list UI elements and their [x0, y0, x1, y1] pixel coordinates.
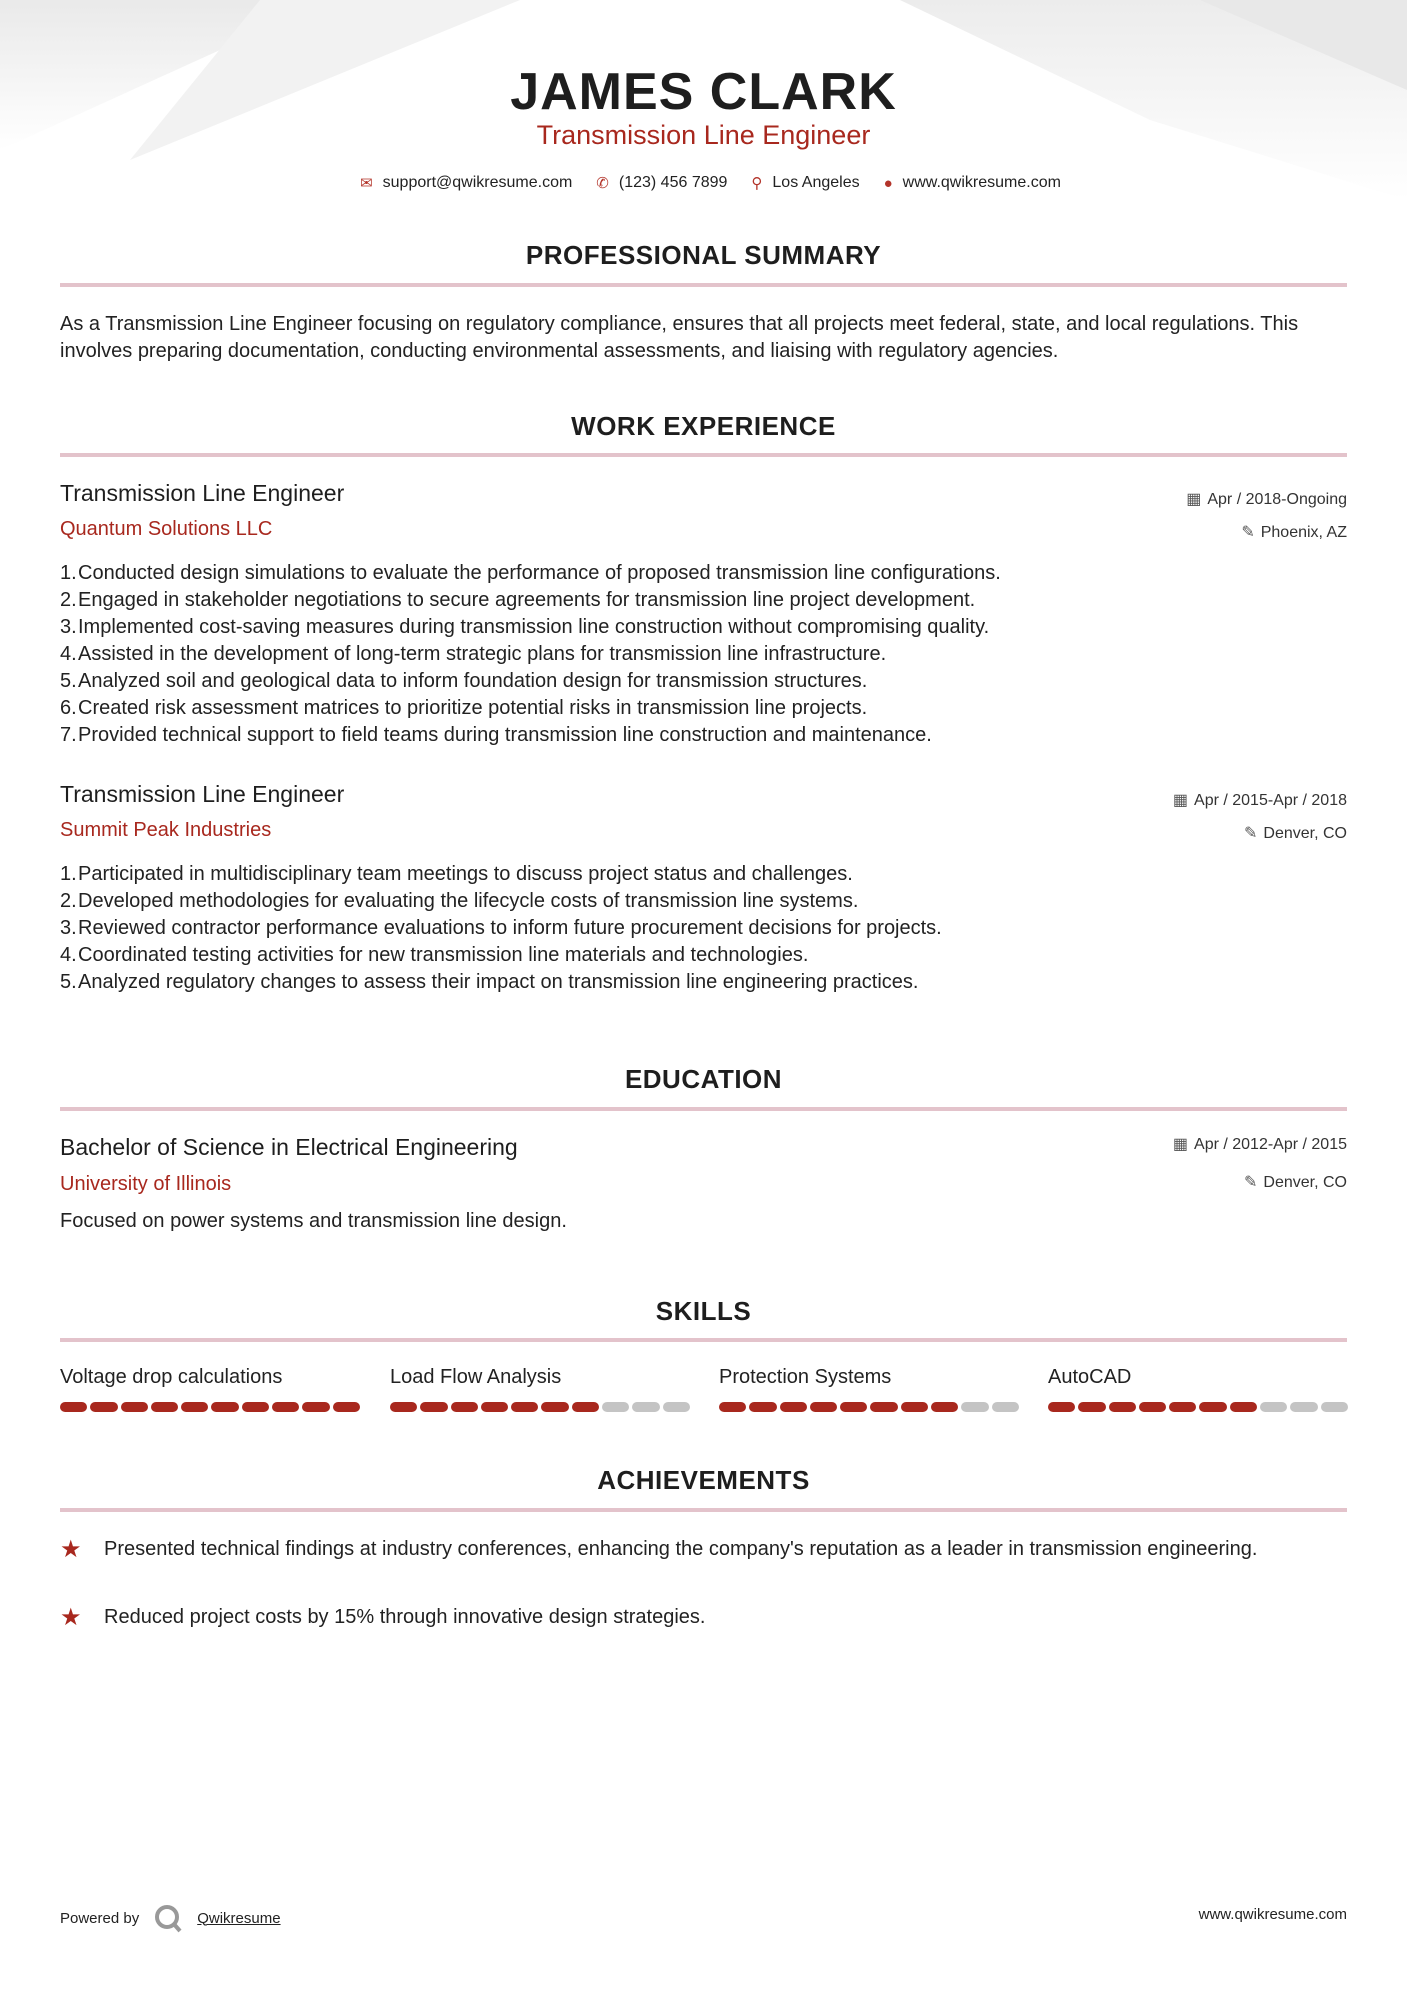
duty-text: Coordinated testing activities for new transmission line materials and technologies.: [78, 944, 809, 966]
skill-level-meter: [60, 1402, 360, 1412]
skill-level-segment: [961, 1402, 988, 1412]
email-icon: ✉: [360, 175, 373, 192]
skill-level-segment: [333, 1402, 360, 1412]
school: University of Illinois: [60, 1173, 232, 1195]
location-text: Denver, CO: [1263, 1174, 1347, 1191]
skill-level-segment: [481, 1402, 508, 1412]
skill-item: [60, 1366, 360, 1412]
skill-level-segment: [151, 1402, 178, 1412]
skill-item: [1048, 1366, 1348, 1412]
skill-level-segment: [1048, 1402, 1075, 1412]
skill-level-segment: [272, 1402, 299, 1412]
item-number: 3.: [60, 917, 77, 939]
item-number: 1.: [60, 863, 77, 885]
item-number: 2.: [60, 890, 77, 912]
skill-level-segment: [870, 1402, 897, 1412]
powered-by-label: Powered by: [60, 1909, 140, 1927]
education-date: [1173, 1134, 1347, 1154]
job-duties-list: [60, 861, 1347, 996]
company: Summit Peak Industries: [60, 819, 272, 841]
education-location: [1244, 1172, 1347, 1192]
candidate-title: Transmission Line Engineer: [536, 120, 871, 150]
item-number: 1.: [60, 562, 77, 584]
skill-name: AutoCAD: [1048, 1366, 1132, 1388]
job-title: Transmission Line Engineer: [60, 781, 345, 807]
divider: [60, 453, 1347, 457]
duty-item: [60, 614, 1347, 641]
skill-level-segment: [211, 1402, 238, 1412]
skill-level-segment: [901, 1402, 928, 1412]
skill-level-segment: [90, 1402, 117, 1412]
date-text: Apr / 2012-Apr / 2015: [1194, 1136, 1347, 1153]
skill-level-segment: [1321, 1402, 1348, 1412]
email[interactable]: support@qwikresume.com: [382, 174, 573, 191]
duty-text: Engaged in stakeholder negotiations to secure agreements for transmission line project development.: [78, 589, 976, 611]
duty-item: [60, 587, 1347, 614]
skill-level-segment: [242, 1402, 269, 1412]
duty-item: [60, 942, 1347, 969]
job-duties-list: [60, 560, 1347, 749]
achievement-text: Presented technical findings at industry conferences, enhancing the company's reputation as a leader in transmission engineering.: [104, 1538, 1258, 1560]
duty-text: Developed methodologies for evaluating the lifecycle costs of transmission line systems.: [78, 890, 859, 912]
skill-level-segment: [602, 1402, 629, 1412]
pin-icon: ✎: [1244, 1174, 1258, 1191]
duty-text: Reviewed contractor performance evaluations to inform future procurement decisions for projects.: [78, 917, 942, 939]
summary-text: As a Transmission Line Engineer focusing on regulatory compliance, ensures that all projects meet federal, state, and local regulations. This involves preparing documentation, conducting environmental assessments, and liaising with regulatory agencies.: [60, 313, 1299, 362]
skill-name: Protection Systems: [719, 1366, 892, 1388]
item-number: 6.: [60, 697, 77, 719]
job-title: Transmission Line Engineer: [60, 480, 345, 506]
skill-level-segment: [1078, 1402, 1105, 1412]
footer-website[interactable]: www.qwikresume.com: [1198, 1906, 1347, 1923]
qwikresume-logo-icon: [153, 1903, 183, 1933]
duty-text: Implemented cost-saving measures during transmission line construction without compromising quality.: [78, 616, 990, 638]
date-text: Apr / 2018-Ongoing: [1207, 491, 1347, 508]
skill-level-segment: [1230, 1402, 1257, 1412]
section-heading-achievements: ACHIEVEMENTS: [597, 1465, 810, 1495]
globe-icon: ●: [883, 174, 893, 192]
website[interactable]: www.qwikresume.com: [902, 174, 1061, 191]
skill-level-segment: [302, 1402, 329, 1412]
section-heading-work: WORK EXPERIENCE: [571, 411, 836, 441]
phone: (123) 456 7899: [618, 174, 728, 191]
brand-link[interactable]: Qwikresume: [197, 1909, 281, 1927]
skill-level-meter: [719, 1402, 1019, 1412]
skill-level-segment: [1109, 1402, 1136, 1412]
duty-item: [60, 861, 1347, 888]
skill-level-segment: [719, 1402, 746, 1412]
skill-level-segment: [1169, 1402, 1196, 1412]
skill-level-segment: [541, 1402, 568, 1412]
contact-bar: [0, 174, 1407, 192]
degree: Bachelor of Science in Electrical Engineering: [60, 1134, 518, 1160]
star-icon: ★: [60, 1536, 82, 1563]
skill-level-segment: [451, 1402, 478, 1412]
skill-level-segment: [1260, 1402, 1287, 1412]
location-pin-icon: ⚲: [751, 175, 763, 192]
divider: [60, 1338, 1347, 1342]
job-date: [1186, 489, 1347, 509]
skill-level-segment: [632, 1402, 659, 1412]
location-text: Phoenix, AZ: [1260, 524, 1347, 541]
duty-text: Conducted design simulations to evaluate the performance of proposed transmission line configurations.: [78, 562, 1001, 584]
divider: [60, 283, 1347, 287]
duty-item: [60, 915, 1347, 942]
item-number: 4.: [60, 944, 77, 966]
duty-text: Assisted in the development of long-term strategic plans for transmission line infrastructure.: [78, 643, 887, 665]
skill-level-segment: [810, 1402, 837, 1412]
pin-icon: ✎: [1241, 524, 1255, 541]
skill-level-segment: [511, 1402, 538, 1412]
divider: [60, 1107, 1347, 1111]
education-description: Focused on power systems and transmission line design.: [60, 1210, 567, 1232]
duty-item: [60, 695, 1347, 722]
skill-level-segment: [420, 1402, 447, 1412]
item-number: 5.: [60, 971, 77, 993]
skill-level-segment: [749, 1402, 776, 1412]
calendar-icon: ▦: [1186, 491, 1202, 508]
calendar-icon: ▦: [1172, 792, 1189, 809]
skill-level-segment: [60, 1402, 87, 1412]
job-date: [1173, 790, 1347, 810]
candidate-name: JAMES CLARK: [510, 63, 897, 121]
duty-item: [60, 722, 1347, 749]
section-heading-summary: PROFESSIONAL SUMMARY: [525, 240, 882, 270]
skill-level-segment: [121, 1402, 148, 1412]
company: Quantum Solutions LLC: [60, 518, 273, 540]
achievement-item: [60, 1536, 1347, 1563]
skill-level-segment: [390, 1402, 417, 1412]
calendar-icon: ▦: [1172, 1136, 1189, 1153]
location: Los Angeles: [772, 174, 860, 191]
duty-item: [60, 668, 1347, 695]
duty-text: Provided technical support to field teams during transmission line construction and maintenance.: [78, 724, 932, 746]
location-text: Denver, CO: [1263, 825, 1347, 842]
star-icon: ★: [60, 1604, 82, 1631]
pin-icon: ✎: [1244, 825, 1258, 842]
duty-item: [60, 641, 1347, 668]
duty-text: Participated in multidisciplinary team meetings to discuss project status and challenges.: [78, 863, 853, 885]
duty-text: Analyzed soil and geological data to inform foundation design for transmission structures.: [78, 670, 868, 692]
job-location: [1244, 823, 1347, 843]
skill-level-segment: [663, 1402, 690, 1412]
footer-left: [60, 1903, 281, 1933]
skill-name: Voltage drop calculations: [60, 1366, 283, 1388]
duty-item: [60, 560, 1347, 587]
duty-item: [60, 888, 1347, 915]
job-location: [1241, 522, 1347, 542]
item-number: 4.: [60, 643, 77, 665]
item-number: 7.: [60, 724, 77, 746]
phone-icon: ✆: [596, 175, 609, 192]
skill-level-segment: [780, 1402, 807, 1412]
skill-level-segment: [840, 1402, 867, 1412]
item-number: 2.: [60, 589, 77, 611]
achievement-item: [60, 1604, 1347, 1631]
section-heading-skills: SKILLS: [655, 1296, 752, 1326]
skill-level-segment: [181, 1402, 208, 1412]
section-heading-education: EDUCATION: [624, 1064, 783, 1094]
skill-level-meter: [390, 1402, 690, 1412]
skill-item: [390, 1366, 690, 1412]
skill-item: [719, 1366, 1019, 1412]
skill-level-segment: [572, 1402, 599, 1412]
date-text: Apr / 2015-Apr / 2018: [1194, 792, 1347, 809]
duty-item: [60, 969, 1347, 996]
skill-level-segment: [992, 1402, 1019, 1412]
skill-level-meter: [1048, 1402, 1348, 1412]
divider: [60, 1508, 1347, 1512]
skill-level-segment: [1199, 1402, 1226, 1412]
skill-level-segment: [1290, 1402, 1317, 1412]
item-number: 5.: [60, 670, 77, 692]
duty-text: Analyzed regulatory changes to assess their impact on transmission line engineering practices.: [78, 971, 919, 993]
item-number: 3.: [60, 616, 77, 638]
duty-text: Created risk assessment matrices to prioritize potential risks in transmission line projects.: [78, 697, 868, 719]
skill-level-segment: [931, 1402, 958, 1412]
achievement-text: Reduced project costs by 15% through innovative design strategies.: [104, 1606, 706, 1628]
skill-level-segment: [1139, 1402, 1166, 1412]
skill-name: Load Flow Analysis: [390, 1366, 562, 1388]
